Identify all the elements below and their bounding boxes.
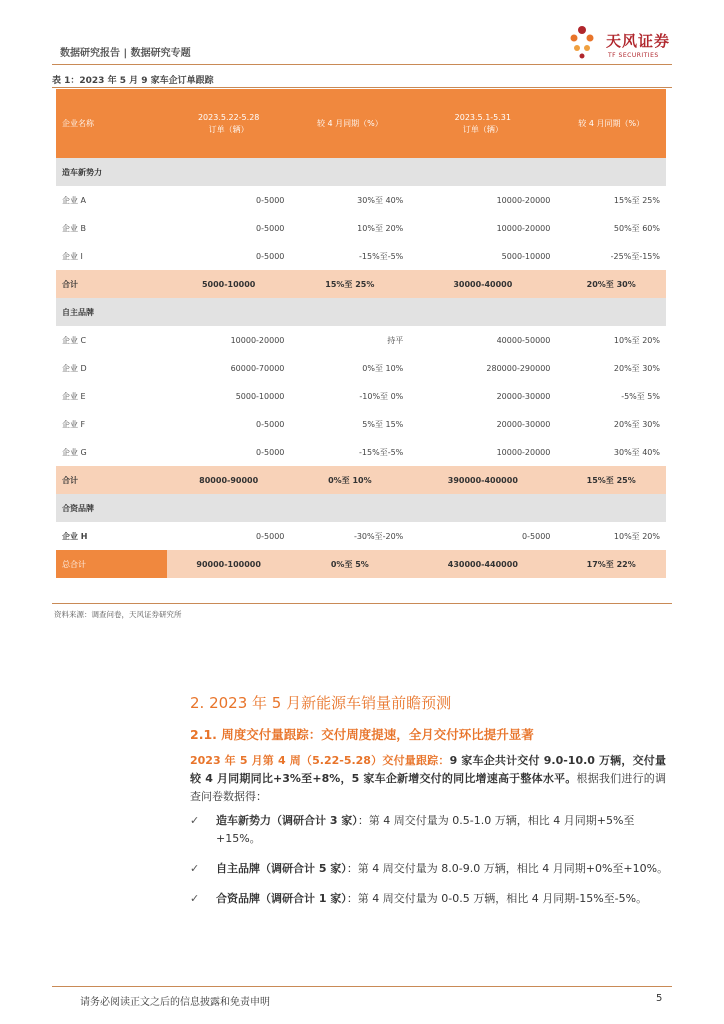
grand-total-row: 总合计 90000-100000 0%至 5% 430000-440000 17%至 22% xyxy=(56,550,666,578)
table-row: 企业 C 10000-20000 持平 40000-50000 10%至 20% xyxy=(62,335,660,345)
table-source: 资料来源：调查问卷，天风证券研究所 xyxy=(54,610,182,619)
report-type: 数据研究报告 | 数据研究专题 xyxy=(60,48,191,59)
check-icon: ✓ xyxy=(190,814,200,827)
table-header-row xyxy=(56,89,666,158)
section-row-joint-venture: 合资品牌 xyxy=(56,494,666,522)
section-row-new-forces: 造车新势力 xyxy=(56,158,666,186)
table-row: 企业 G 0-5000 -15%至-5% 10000-20000 30%至 40% xyxy=(62,447,660,457)
table-row: 企业 F 0-5000 5%至 15% 20000-30000 20%至 30% xyxy=(62,419,660,429)
paragraph-emphasis: 9 家车企共计交付 9.0-10.0 万辆，交付量较 4 月同期同比+3%至+8%，5 家车企新增交付的同比增速高于整体水平。 xyxy=(190,754,666,785)
header-company: 企业名称 xyxy=(56,89,167,158)
check-icon: ✓ xyxy=(190,862,200,875)
list-item: ✓ 合资品牌（调研合计 1 家）：第 4 周交付量为 0-0.5 万辆，相比 4 月同期-15%至-5%。 xyxy=(190,890,670,908)
table-row: 企业 E 5000-10000 -10%至 0% 20000-30000 -5%至 5% xyxy=(62,391,660,401)
header-week-orders: 2023.5.22-5.28 订单（辆） xyxy=(167,89,290,158)
table-row: 企业 B 0-5000 10%至 20% 10000-20000 50%至 60% xyxy=(62,223,660,233)
bullet-list xyxy=(190,812,670,920)
footer-divider xyxy=(52,986,672,987)
list-item: ✓ 造车新势力（调研合计 3 家）：第 4 周交付量为 0.5-1.0 万辆，相比 4 月同期+5%至+15%。 xyxy=(190,814,635,845)
paragraph-text: 根据我们进行的调查问卷数据得： xyxy=(190,772,666,803)
list-item: ✓ 自主品牌（调研合计 5 家）：第 4 周交付量为 8.0-9.0 万辆，相比 4 月同期+0%至+10%。 xyxy=(190,860,670,878)
check-icon: ✓ xyxy=(190,892,200,905)
table-row: 企业 I 0-5000 -15%至-5% 5000-10000 -25%至-15% xyxy=(62,251,660,261)
header-divider xyxy=(52,64,672,65)
logo-name-en: TF SECURITIES xyxy=(608,52,659,59)
table-caption: 表 1：2023 年 5 月 9 家车企订单跟踪 xyxy=(52,76,214,86)
orders-table xyxy=(56,89,666,578)
table-bottom-divider xyxy=(52,603,672,604)
section-title: 2. 2023 年 5 月新能源车销量前瞻预测 xyxy=(190,694,452,712)
table-row: 企业 H 0-5000 -30%至-20% 0-5000 10%至 20% xyxy=(62,531,660,541)
section-row-domestic: 自主品牌 xyxy=(56,298,666,326)
header-month-yoy: 较 4 月同期（%） xyxy=(556,89,666,158)
caption-divider xyxy=(52,87,672,88)
body-paragraph xyxy=(190,752,666,806)
logo-name: 天风证券 xyxy=(606,32,671,50)
paragraph-highlight: 2023 年 5 月第 4 周（5.22-5.28）交付量跟踪： xyxy=(190,754,450,767)
table-row: 企业 D 60000-70000 0%至 10% 280000-290000 20%至 30% xyxy=(62,363,660,373)
header-week-yoy: 较 4 月同期（%） xyxy=(290,89,409,158)
page-number: 5 xyxy=(656,993,663,1004)
subtotal-row: 合计 80000-90000 0%至 10% 390000-400000 15%至 25% xyxy=(56,466,666,494)
table-row: 企业 A 0-5000 30%至 40% 10000-20000 15%至 25% xyxy=(62,195,660,205)
section-subtitle: 2.1. 周度交付量跟踪：交付周度提速，全月交付环比提升显著 xyxy=(190,727,534,742)
header-month-orders: 2023.5.1-5.31 订单（辆） xyxy=(409,89,556,158)
footer-disclaimer: 请务必阅读正文之后的信息披露和免责申明 xyxy=(80,997,270,1008)
subtotal-row: 合计 5000-10000 15%至 25% 30000-40000 20%至 30% xyxy=(56,270,666,298)
